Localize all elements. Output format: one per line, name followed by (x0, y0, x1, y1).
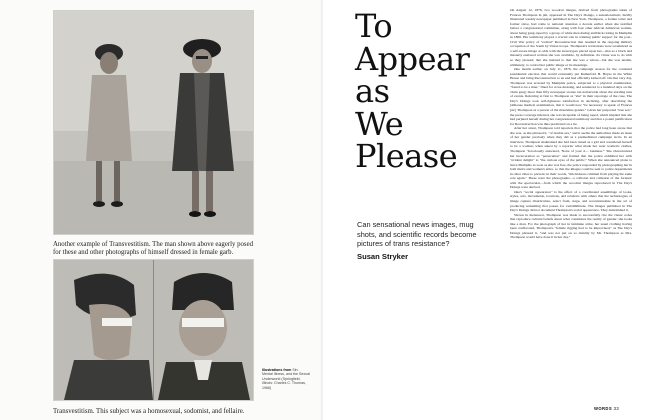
headline-line: To (355, 7, 393, 45)
caption-top: Another example of Transvestitism. The man shown above eagerly posed for these and other photographs of himself dressed in female garb. (53, 240, 253, 256)
body-paragraph: On August 12, 1876, two woodcut images, derived from photographs taken of Frances Thompson in jail, appeared in The Day's Doings, a sensationalistic, luridly illustrated weekly newspaper published in New York. Thompson, a former toiler and former slave, had come to national attention a decade earlier when she testified before a congressional committee, along with four other African American women, about being gang-raped by a group of white men during antiblack rioting in Memphis in 1866. Her testimony played a crucial role in winning public support for the post–Civil War policy of "radical" Reconstruction that resulted in the ongoing military occupation of the South by Union troops. Thompson's revelations were scrutinized as a self-aware image at odds with the stereotypes placed upon her—that as a black and masterly enslaved woman she was available, by definition. Its virtue was to do with so they pleased; that she insisted to that she was a whore—but she was unable, ultimately, to control her public image or its meanings. (510, 8, 632, 67)
body-paragraph: One's "social appearance" is the effect of a coordinated assemblage of looks, styles, acts, movements, locations, and relations with others that the technologies of image capture disarticulate, select from, stage, and recontextualize in the act of producing something that passes for verisimilitude. The images published in The Day's Doings did not document Thompson's social appearance. They demolished it. (510, 189, 632, 213)
article-headline (355, 7, 495, 175)
caption-bottom: Transvestitism. This subject was a homosexual, sodomist, and fellaire. (53, 407, 245, 415)
headline-line: Appear (355, 39, 470, 78)
credit-body: Sin: Mental Illness, and the Sexual Underworld (Springfield, Illinois: Charles C. Thomas, 1966) (262, 368, 310, 390)
credit-title: Illustrations from (262, 368, 292, 372)
body-paragraph: After her arrest, Thompson told reporters that the police had long been aware that she was, as she phrased it, "of double sex," and it seems the authorities made an issue of her gender precisely when they did as a premeditated campaign tactic. In an interview, Thompson maintained she had been raised as a girl and considered herself to be a woman; when asked by a reporter what made her wear women's clothes, Thompson "ferociously answered, 'None of your d— business.'" She characterized her incarceration as "persecution" and framed that the police exhibited her with "evident delight" to "the curious eyes of the public." When she announced plans to leave Memphis as soon as she was free, the police responded by photographing her in both men's and women's attire, so that the images could be sent to police departments in other cities to prevent, in their words, "this hideous criminal from playing the same role again." These were the photographs—a collision and collusion of the forensic with the spectacular—from which the woodcut images reproduced in The Day's Doings were derived. (510, 126, 632, 190)
headline-line: We (355, 104, 404, 143)
article-body (510, 8, 632, 240)
folio-label: WORDS (594, 406, 613, 411)
headline-line: as (355, 72, 390, 110)
article-author: Susan Stryker (357, 251, 409, 261)
page-folio (594, 406, 619, 411)
photo-mugshots-image (54, 260, 253, 400)
article-deck: Can sensational news images, mug shots, and scientific records become pictures of trans resistance? (357, 220, 477, 249)
body-paragraph: One month earlier, on July 11, 1876, the campaign season for the contested presidential election that would eventually put Rutherford B. Hayes in the White House and bring Reconstruction to an end had officially kicked off. On that very day, Thompson was arrested by Memphis police, subjected to a physical examination, "found to be a man," fined for cross-dressing, and sentenced to a hundred days on the chain gang; more than fifty newspaper stories ran nationwide about the startling turn of events. Referring at first to Thompson as "she" in their reportage of the case, The Day's Doings took self-righteous satisfaction in declaring, after describing the jailhouse medical examination, that it would now "be necessary to speak of Frances [sic] Thompson as a person of the masculine gender." Given her purported "true sex," the press coverage inferred, she was incapable of being raped, which implied that she had perjured herself during her congressional testimony and that a potent justification for Reconstruction was thus predicated on a lie. (510, 67, 632, 126)
photo-figure-in-dress (53, 10, 254, 235)
photo-mugshots (53, 259, 254, 401)
image-credit (262, 368, 310, 390)
photo-figure-in-dress-image (54, 11, 253, 234)
folio-number: 33 (613, 406, 620, 411)
body-paragraph: Shown in menswear, Thompson was made to successfully cite the visual codes that reproduce cultural beliefs about what constitutes the reality of gender: she looks like a man. For the photograph of her in feminine attire, her usual clothing having been confiscated, Thompson's "female rigging had to be improvised," as The Day's Doings phrased it, "and was not put on so daintily by Mr. Thompson as Mrs. Thompson would have done it in her day." (510, 212, 632, 240)
headline-line: Please (355, 137, 458, 175)
